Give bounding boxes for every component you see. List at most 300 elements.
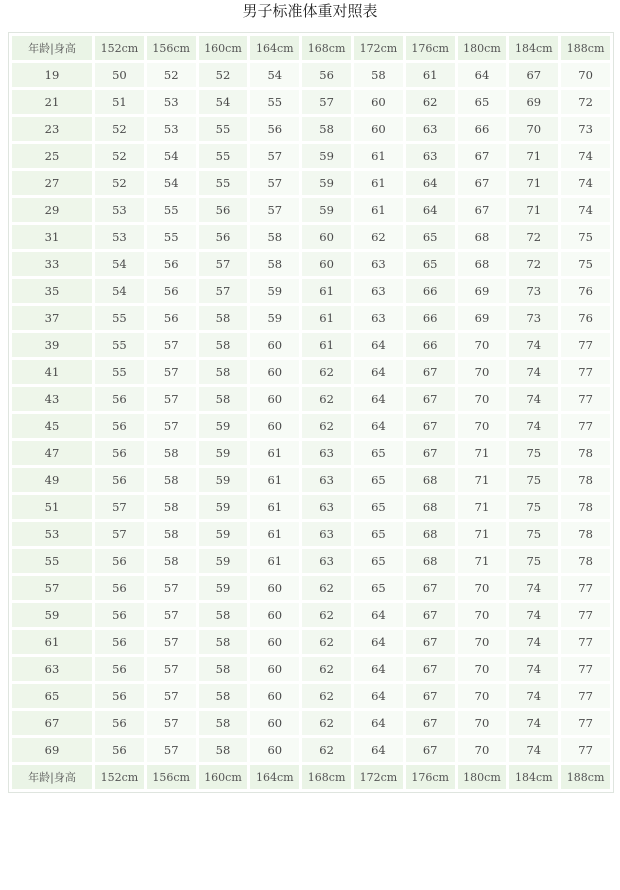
table-cell: 77 xyxy=(561,630,610,654)
table-cell: 52 xyxy=(95,117,144,141)
table-cell: 66 xyxy=(406,279,455,303)
table-cell: 78 xyxy=(561,522,610,546)
table-cell: 56 xyxy=(95,441,144,465)
row-label-cell: 69 xyxy=(12,738,92,762)
row-label-cell: 23 xyxy=(12,117,92,141)
table-row xyxy=(12,684,610,708)
table-cell: 66 xyxy=(406,306,455,330)
table-cell: 60 xyxy=(250,684,299,708)
table-cell: 73 xyxy=(509,306,558,330)
table-cell: 64 xyxy=(354,711,403,735)
table-cell: 67 xyxy=(509,63,558,87)
table-cell: 71 xyxy=(458,441,507,465)
table-cell: 58 xyxy=(147,468,196,492)
table-cell: 74 xyxy=(561,171,610,195)
table-cell: 61 xyxy=(302,306,351,330)
table-row xyxy=(12,387,610,411)
table-cell: 74 xyxy=(509,630,558,654)
table-cell: 58 xyxy=(199,603,248,627)
table-cell: 56 xyxy=(95,711,144,735)
table-row xyxy=(12,441,610,465)
table-cell: 67 xyxy=(458,144,507,168)
table-cell: 60 xyxy=(250,738,299,762)
table-cell: 55 xyxy=(147,225,196,249)
table-cell: 71 xyxy=(458,522,507,546)
table-cell: 184cm xyxy=(509,36,558,60)
table-cell: 70 xyxy=(458,657,507,681)
table-cell: 71 xyxy=(509,144,558,168)
table-cell: 56 xyxy=(95,576,144,600)
table-cell: 75 xyxy=(561,252,610,276)
table-cell: 60 xyxy=(250,576,299,600)
table-cell: 58 xyxy=(302,117,351,141)
table-cell: 55 xyxy=(95,360,144,384)
table-cell: 63 xyxy=(302,549,351,573)
table-cell: 67 xyxy=(406,738,455,762)
table-cell: 57 xyxy=(147,738,196,762)
table-cell: 56 xyxy=(199,198,248,222)
weight-table-container xyxy=(8,32,614,793)
table-row xyxy=(12,279,610,303)
table-cell: 62 xyxy=(302,711,351,735)
row-label-cell: 21 xyxy=(12,90,92,114)
table-cell: 70 xyxy=(458,360,507,384)
table-cell: 62 xyxy=(302,603,351,627)
table-cell: 63 xyxy=(354,252,403,276)
table-cell: 75 xyxy=(561,225,610,249)
table-cell: 54 xyxy=(199,90,248,114)
table-cell: 74 xyxy=(561,198,610,222)
table-cell: 59 xyxy=(302,171,351,195)
table-cell: 62 xyxy=(302,630,351,654)
row-label-cell: 31 xyxy=(12,225,92,249)
row-label-cell: 41 xyxy=(12,360,92,384)
table-cell: 71 xyxy=(458,495,507,519)
table-cell: 77 xyxy=(561,738,610,762)
table-cell: 176cm xyxy=(406,36,455,60)
table-cell: 77 xyxy=(561,414,610,438)
table-cell: 65 xyxy=(354,441,403,465)
table-cell: 52 xyxy=(147,63,196,87)
table-cell: 75 xyxy=(509,495,558,519)
row-label-cell: 年龄|身高 xyxy=(12,36,92,60)
table-cell: 62 xyxy=(302,387,351,411)
row-label-cell: 53 xyxy=(12,522,92,546)
table-cell: 54 xyxy=(250,63,299,87)
table-cell: 71 xyxy=(509,171,558,195)
table-cell: 78 xyxy=(561,468,610,492)
table-cell: 70 xyxy=(458,414,507,438)
table-cell: 68 xyxy=(406,468,455,492)
table-cell: 58 xyxy=(199,711,248,735)
table-cell: 72 xyxy=(561,90,610,114)
table-cell: 70 xyxy=(458,684,507,708)
table-cell: 74 xyxy=(509,387,558,411)
row-label-cell: 33 xyxy=(12,252,92,276)
table-cell: 59 xyxy=(199,522,248,546)
table-cell: 61 xyxy=(354,198,403,222)
table-cell: 69 xyxy=(509,90,558,114)
table-cell: 74 xyxy=(509,657,558,681)
table-cell: 164cm xyxy=(250,36,299,60)
row-label-cell: 19 xyxy=(12,63,92,87)
table-cell: 60 xyxy=(302,252,351,276)
row-label-cell: 63 xyxy=(12,657,92,681)
table-cell: 77 xyxy=(561,657,610,681)
row-label-cell: 47 xyxy=(12,441,92,465)
table-cell: 62 xyxy=(302,657,351,681)
table-cell: 56 xyxy=(95,630,144,654)
table-cell: 57 xyxy=(147,333,196,357)
table-cell: 67 xyxy=(406,441,455,465)
table-cell: 76 xyxy=(561,279,610,303)
table-cell: 58 xyxy=(199,387,248,411)
table-cell: 73 xyxy=(561,117,610,141)
table-cell: 58 xyxy=(147,495,196,519)
table-header-row xyxy=(12,36,610,60)
table-cell: 64 xyxy=(354,630,403,654)
table-cell: 63 xyxy=(302,468,351,492)
table-cell: 58 xyxy=(199,738,248,762)
table-cell: 70 xyxy=(458,630,507,654)
row-label-cell: 25 xyxy=(12,144,92,168)
table-cell: 60 xyxy=(250,360,299,384)
row-label-cell: 27 xyxy=(12,171,92,195)
table-cell: 70 xyxy=(509,117,558,141)
row-label-cell: 51 xyxy=(12,495,92,519)
table-cell: 52 xyxy=(95,144,144,168)
table-cell: 60 xyxy=(250,630,299,654)
table-cell: 56 xyxy=(302,63,351,87)
table-cell: 56 xyxy=(95,738,144,762)
table-cell: 56 xyxy=(95,603,144,627)
table-cell: 77 xyxy=(561,360,610,384)
table-cell: 69 xyxy=(458,279,507,303)
table-cell: 62 xyxy=(302,576,351,600)
table-cell: 69 xyxy=(458,306,507,330)
table-cell: 184cm xyxy=(509,765,558,789)
table-cell: 70 xyxy=(458,738,507,762)
row-label-cell: 29 xyxy=(12,198,92,222)
table-cell: 58 xyxy=(199,630,248,654)
table-cell: 75 xyxy=(509,441,558,465)
table-cell: 56 xyxy=(95,684,144,708)
table-row xyxy=(12,198,610,222)
row-label-cell: 37 xyxy=(12,306,92,330)
table-cell: 66 xyxy=(406,333,455,357)
table-cell: 57 xyxy=(250,171,299,195)
table-cell: 59 xyxy=(302,198,351,222)
table-cell: 180cm xyxy=(458,36,507,60)
table-cell: 77 xyxy=(561,333,610,357)
table-row xyxy=(12,414,610,438)
table-cell: 56 xyxy=(147,279,196,303)
table-cell: 51 xyxy=(95,90,144,114)
table-cell: 74 xyxy=(509,576,558,600)
table-cell: 67 xyxy=(406,360,455,384)
table-cell: 160cm xyxy=(199,36,248,60)
table-cell: 61 xyxy=(302,279,351,303)
table-cell: 60 xyxy=(250,333,299,357)
table-row xyxy=(12,306,610,330)
table-cell: 55 xyxy=(199,171,248,195)
table-cell: 58 xyxy=(199,360,248,384)
table-cell: 58 xyxy=(199,657,248,681)
table-cell: 77 xyxy=(561,576,610,600)
table-cell: 176cm xyxy=(406,765,455,789)
table-cell: 53 xyxy=(147,117,196,141)
table-cell: 53 xyxy=(95,198,144,222)
table-cell: 57 xyxy=(95,495,144,519)
table-row xyxy=(12,657,610,681)
table-cell: 61 xyxy=(406,63,455,87)
table-cell: 64 xyxy=(354,387,403,411)
table-cell: 57 xyxy=(147,576,196,600)
table-cell: 70 xyxy=(458,603,507,627)
table-cell: 57 xyxy=(250,144,299,168)
table-cell: 55 xyxy=(199,117,248,141)
table-cell: 78 xyxy=(561,441,610,465)
table-row xyxy=(12,549,610,573)
table-cell: 67 xyxy=(406,603,455,627)
table-cell: 57 xyxy=(147,414,196,438)
table-cell: 70 xyxy=(458,576,507,600)
table-cell: 77 xyxy=(561,387,610,411)
table-cell: 74 xyxy=(509,333,558,357)
table-cell: 54 xyxy=(147,144,196,168)
table-cell: 64 xyxy=(354,414,403,438)
row-label-cell: 45 xyxy=(12,414,92,438)
table-cell: 63 xyxy=(302,495,351,519)
table-cell: 61 xyxy=(250,468,299,492)
table-cell: 67 xyxy=(406,576,455,600)
table-cell: 180cm xyxy=(458,765,507,789)
table-cell: 72 xyxy=(509,252,558,276)
table-cell: 77 xyxy=(561,711,610,735)
table-cell: 67 xyxy=(406,657,455,681)
table-cell: 65 xyxy=(354,468,403,492)
row-label-cell: 43 xyxy=(12,387,92,411)
table-cell: 73 xyxy=(509,279,558,303)
table-cell: 60 xyxy=(250,657,299,681)
table-cell: 64 xyxy=(354,684,403,708)
table-cell: 168cm xyxy=(302,765,351,789)
table-cell: 57 xyxy=(199,252,248,276)
table-cell: 67 xyxy=(406,711,455,735)
table-cell: 58 xyxy=(199,306,248,330)
table-cell: 58 xyxy=(147,522,196,546)
table-cell: 57 xyxy=(147,603,196,627)
table-cell: 57 xyxy=(250,198,299,222)
table-cell: 74 xyxy=(509,738,558,762)
row-label-cell: 57 xyxy=(12,576,92,600)
table-cell: 57 xyxy=(147,684,196,708)
table-cell: 172cm xyxy=(354,36,403,60)
table-cell: 75 xyxy=(509,522,558,546)
table-row xyxy=(12,360,610,384)
table-cell: 74 xyxy=(509,684,558,708)
table-cell: 59 xyxy=(199,495,248,519)
table-cell: 60 xyxy=(354,90,403,114)
table-cell: 61 xyxy=(250,495,299,519)
table-cell: 78 xyxy=(561,495,610,519)
table-row xyxy=(12,603,610,627)
table-cell: 57 xyxy=(95,522,144,546)
table-cell: 61 xyxy=(354,144,403,168)
table-cell: 58 xyxy=(354,63,403,87)
table-cell: 74 xyxy=(509,711,558,735)
table-cell: 78 xyxy=(561,549,610,573)
table-cell: 61 xyxy=(250,441,299,465)
table-cell: 68 xyxy=(458,225,507,249)
table-cell: 57 xyxy=(199,279,248,303)
table-cell: 52 xyxy=(199,63,248,87)
row-label-cell: 49 xyxy=(12,468,92,492)
table-cell: 53 xyxy=(95,225,144,249)
table-cell: 74 xyxy=(509,414,558,438)
table-cell: 71 xyxy=(509,198,558,222)
table-cell: 58 xyxy=(147,441,196,465)
table-cell: 60 xyxy=(302,225,351,249)
table-cell: 58 xyxy=(250,225,299,249)
row-label-cell: 59 xyxy=(12,603,92,627)
table-cell: 59 xyxy=(199,468,248,492)
table-cell: 70 xyxy=(458,387,507,411)
table-cell: 57 xyxy=(147,657,196,681)
table-cell: 74 xyxy=(509,603,558,627)
table-cell: 56 xyxy=(95,414,144,438)
table-cell: 63 xyxy=(406,144,455,168)
table-cell: 55 xyxy=(147,198,196,222)
table-footer-row xyxy=(12,765,610,789)
table-row xyxy=(12,495,610,519)
table-cell: 54 xyxy=(147,171,196,195)
table-cell: 57 xyxy=(302,90,351,114)
table-cell: 58 xyxy=(199,333,248,357)
table-cell: 57 xyxy=(147,711,196,735)
table-row xyxy=(12,144,610,168)
table-cell: 66 xyxy=(458,117,507,141)
table-cell: 59 xyxy=(250,306,299,330)
table-cell: 59 xyxy=(199,576,248,600)
table-cell: 56 xyxy=(199,225,248,249)
table-cell: 60 xyxy=(250,387,299,411)
table-cell: 63 xyxy=(354,279,403,303)
row-label-cell: 65 xyxy=(12,684,92,708)
table-cell: 64 xyxy=(406,198,455,222)
table-cell: 68 xyxy=(406,522,455,546)
table-cell: 65 xyxy=(354,576,403,600)
table-row xyxy=(12,468,610,492)
row-label-cell: 67 xyxy=(12,711,92,735)
table-row xyxy=(12,90,610,114)
table-cell: 152cm xyxy=(95,765,144,789)
table-cell: 56 xyxy=(147,252,196,276)
table-cell: 68 xyxy=(458,252,507,276)
table-cell: 67 xyxy=(406,414,455,438)
table-cell: 64 xyxy=(458,63,507,87)
table-cell: 61 xyxy=(354,171,403,195)
table-cell: 59 xyxy=(199,549,248,573)
table-cell: 57 xyxy=(147,630,196,654)
table-cell: 168cm xyxy=(302,36,351,60)
table-cell: 59 xyxy=(302,144,351,168)
table-cell: 160cm xyxy=(199,765,248,789)
table-cell: 77 xyxy=(561,603,610,627)
table-cell: 63 xyxy=(354,306,403,330)
table-cell: 188cm xyxy=(561,765,610,789)
table-cell: 156cm xyxy=(147,36,196,60)
table-cell: 58 xyxy=(147,549,196,573)
table-cell: 55 xyxy=(95,333,144,357)
table-cell: 70 xyxy=(458,711,507,735)
row-label-cell: 39 xyxy=(12,333,92,357)
table-cell: 64 xyxy=(354,738,403,762)
table-cell: 70 xyxy=(561,63,610,87)
table-cell: 67 xyxy=(458,198,507,222)
table-cell: 60 xyxy=(250,711,299,735)
table-cell: 59 xyxy=(250,279,299,303)
table-cell: 65 xyxy=(458,90,507,114)
table-cell: 55 xyxy=(199,144,248,168)
table-cell: 172cm xyxy=(354,765,403,789)
table-cell: 58 xyxy=(199,684,248,708)
table-cell: 57 xyxy=(147,387,196,411)
table-cell: 77 xyxy=(561,684,610,708)
table-cell: 56 xyxy=(147,306,196,330)
table-cell: 71 xyxy=(458,549,507,573)
table-cell: 64 xyxy=(354,333,403,357)
table-cell: 61 xyxy=(302,333,351,357)
table-cell: 67 xyxy=(406,387,455,411)
table-cell: 70 xyxy=(458,333,507,357)
table-cell: 56 xyxy=(95,657,144,681)
table-cell: 59 xyxy=(199,441,248,465)
table-cell: 64 xyxy=(354,657,403,681)
table-cell: 62 xyxy=(354,225,403,249)
table-cell: 56 xyxy=(95,549,144,573)
table-row xyxy=(12,63,610,87)
table-row xyxy=(12,252,610,276)
table-cell: 60 xyxy=(354,117,403,141)
table-cell: 62 xyxy=(302,414,351,438)
row-label-cell: 61 xyxy=(12,630,92,654)
table-cell: 152cm xyxy=(95,36,144,60)
table-cell: 56 xyxy=(95,468,144,492)
table-cell: 55 xyxy=(250,90,299,114)
table-row xyxy=(12,225,610,249)
table-row xyxy=(12,333,610,357)
table-cell: 65 xyxy=(406,225,455,249)
table-cell: 68 xyxy=(406,549,455,573)
table-cell: 55 xyxy=(95,306,144,330)
table-cell: 62 xyxy=(406,90,455,114)
table-cell: 188cm xyxy=(561,36,610,60)
table-cell: 53 xyxy=(147,90,196,114)
table-cell: 52 xyxy=(95,171,144,195)
page-title: 男子标准体重对照表 xyxy=(242,2,378,20)
table-cell: 54 xyxy=(95,279,144,303)
table-cell: 56 xyxy=(95,387,144,411)
table-cell: 54 xyxy=(95,252,144,276)
table-cell: 75 xyxy=(509,468,558,492)
table-row xyxy=(12,738,610,762)
table-cell: 72 xyxy=(509,225,558,249)
table-cell: 164cm xyxy=(250,765,299,789)
table-cell: 75 xyxy=(509,549,558,573)
table-cell: 76 xyxy=(561,306,610,330)
row-label-cell: 年龄|身高 xyxy=(12,765,92,789)
